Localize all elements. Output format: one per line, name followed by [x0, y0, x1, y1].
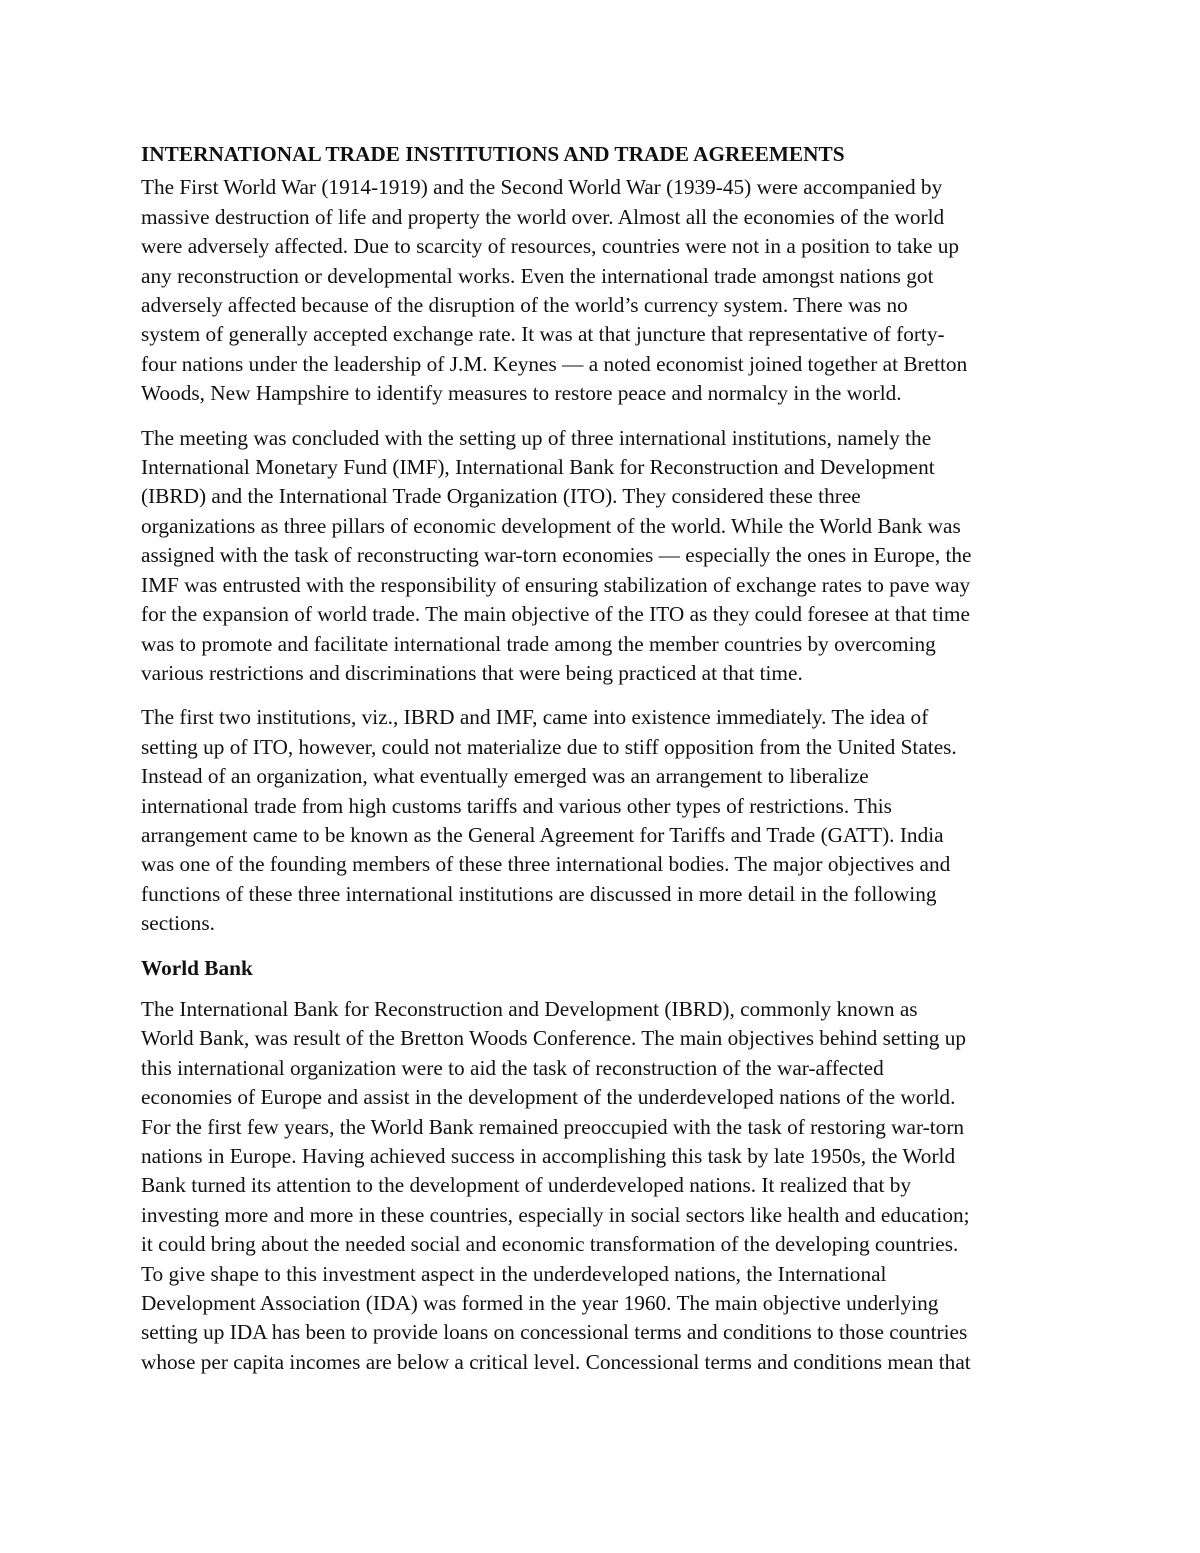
text-line: system of generally accepted exchange rate. It was at that juncture that representative of forty-: [141, 322, 945, 347]
text-line: assigned with the task of reconstructing war-torn economies — especially the ones in Europe, the: [141, 543, 972, 568]
text-line: various restrictions and discriminations that were being practiced at that time.: [141, 660, 803, 685]
text-line: Instead of an organization, what eventually emerged was an arrangement to liberalize: [141, 764, 869, 789]
text-line: sections.: [141, 911, 215, 936]
paragraph-three-institutions: [141, 424, 1063, 689]
text-line: World Bank, was result of the Bretton Woods Conference. The main objectives behind setting up: [141, 1026, 967, 1051]
text-line: Development Association (IDA) was formed in the year 1960. The main objective underlying: [141, 1291, 939, 1316]
section-heading-world-bank: World Bank: [141, 955, 253, 980]
text-line: four nations under the leadership of J.M. Keynes — a noted economist joined together at Bretton: [141, 351, 968, 376]
text-line: this international organization were to aid the task of reconstruction of the war-affected: [141, 1055, 884, 1080]
text-line: organizations as three pillars of economic development of the world. While the World Bank was: [141, 513, 961, 538]
text-line: arrangement came to be known as the General Agreement for Tariffs and Trade (GATT). India: [141, 822, 944, 847]
paragraph-world-bank: [141, 995, 1063, 1377]
text-line: massive destruction of life and property the world over. Almost all the economies of the world: [141, 204, 945, 229]
text-line: To give shape to this investment aspect in the underdeveloped nations, the International: [141, 1261, 887, 1286]
text-line: The first two institutions, viz., IBRD and IMF, came into existence immediately. The idea of: [141, 705, 929, 730]
text-line: IMF was entrusted with the responsibility of ensuring stabilization of exchange rates to pave way: [141, 572, 971, 597]
document-title: INTERNATIONAL TRADE INSTITUTIONS AND TRADE AGREEMENTS: [141, 142, 845, 166]
document-page: [141, 140, 1063, 1392]
text-line: For the first few years, the World Bank remained preoccupied with the task of restoring war-torn: [141, 1114, 965, 1139]
text-line: were adversely affected. Due to scarcity of resources, countries were not in a position to take up: [141, 234, 960, 259]
text-line: Bank turned its attention to the development of underdeveloped nations. It realized that by: [141, 1173, 912, 1198]
text-line: whose per capita incomes are below a critical level. Concessional terms and conditions mean that: [141, 1349, 971, 1374]
text-line: Woods, New Hampshire to identify measures to restore peace and normalcy in the world.: [141, 381, 902, 406]
text-line: for the expansion of world trade. The main objective of the ITO as they could foresee at that time: [141, 602, 970, 627]
text-line: was to promote and facilitate international trade among the member countries by overcoming: [141, 631, 936, 656]
text-line: The First World War (1914-1919) and the Second World War (1939-45) were accompanied by: [141, 175, 943, 200]
text-line: functions of these three international institutions are discussed in more detail in the following: [141, 881, 937, 906]
text-line: (IBRD) and the International Trade Organization (ITO). They considered these three: [141, 484, 861, 509]
text-line: The meeting was concluded with the setting up of three international institutions, namely the: [141, 425, 932, 450]
text-line: International Monetary Fund (IMF), International Bank for Reconstruction and Development: [141, 455, 935, 480]
text-line: setting up IDA has been to provide loans on concessional terms and conditions to those countries: [141, 1320, 968, 1345]
text-line: nations in Europe. Having achieved success in accomplishing this task by late 1950s, the World: [141, 1144, 956, 1168]
text-line: it could bring about the needed social and economic transformation of the developing countries.: [141, 1232, 959, 1257]
text-line: The International Bank for Reconstruction and Development (IBRD), commonly known as: [141, 996, 918, 1021]
text-line: setting up of ITO, however, could not materialize due to stiff opposition from the United States.: [141, 734, 957, 759]
text-line: international trade from high customs tariffs and various other types of restrictions. This: [141, 793, 892, 818]
text-line: economies of Europe and assist in the development of the underdeveloped nations of the world.: [141, 1085, 956, 1110]
text-line: adversely affected because of the disruption of the world’s currency system. There was no: [141, 293, 908, 318]
paragraph-world-wars: [141, 173, 1063, 408]
text-line: investing more and more in these countries, especially in social sectors like health and education;: [141, 1202, 970, 1227]
paragraph-gatt: [141, 703, 1063, 938]
text-line: was one of the founding members of these three international bodies. The major objectives and: [141, 852, 951, 877]
text-line: any reconstruction or developmental works. Even the international trade amongst nations got: [141, 263, 934, 288]
